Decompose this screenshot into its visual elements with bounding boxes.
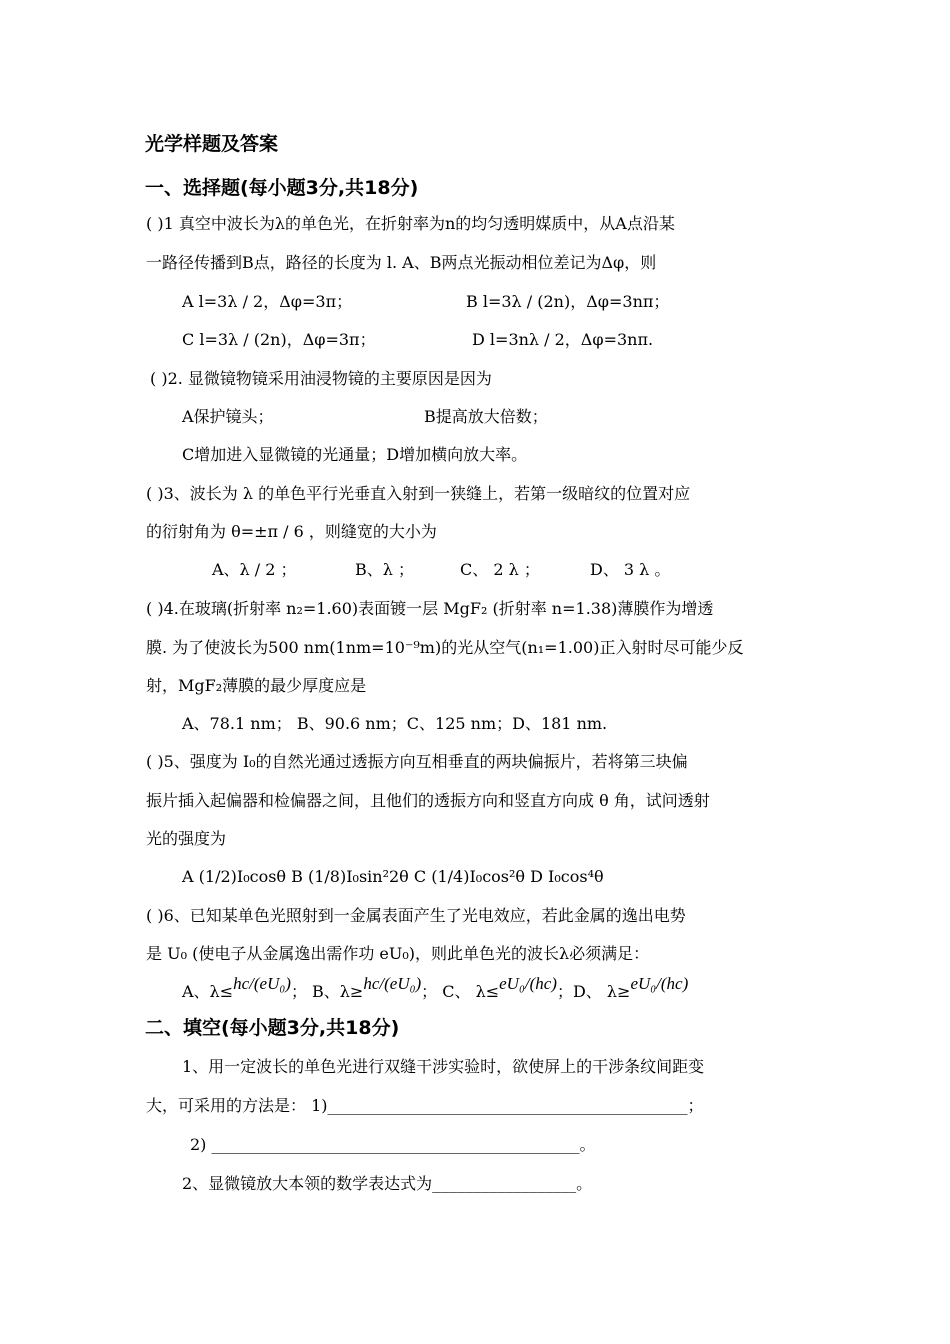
document-title: 光学样题及答案	[145, 133, 279, 155]
f1-line3: 2) ______________________________________________。	[190, 1135, 596, 1154]
q1-option-c: C l=3λ / (2n)，Δφ=3π；	[182, 330, 376, 349]
q5-options: A (1/2)I₀cosθ B (1/8)I₀sin²2θ C (1/4)I₀cos²θ D I₀cos⁴θ	[182, 867, 604, 886]
section-heading-choice: 一、选择题(每小题3分,共18分)	[145, 177, 419, 199]
q1-option-b: B l=3λ / (2n)，Δφ=3nπ；	[466, 292, 670, 311]
q6-option-b-expr: hc/(eU₀)	[363, 974, 422, 993]
q1-option-d: D l=3nλ / 2，Δφ=3nπ.	[472, 330, 654, 349]
q2-option-a: A保护镜头；	[182, 407, 274, 426]
q6-line1: ( )6、已知某单色光照射到一金属表面产生了光电效应，若此金属的逸出电势	[146, 906, 686, 925]
q3-option-b: B、λ ；	[355, 560, 414, 579]
q3-option-a: A、λ / 2 ；	[212, 560, 297, 579]
q4-line2: 膜. 为了使波长为500 nm(1nm=10⁻⁹m)的光从空气(n₁=1.00)正入射时尽可能少反	[146, 638, 744, 657]
q6-option-d-label: ；D、 λ≥	[556, 982, 631, 1001]
q6-option-c-label: ； C、 λ≤	[421, 982, 500, 1001]
q5-line3: 光的强度为	[146, 829, 227, 848]
q6-option-b-label: ； B、λ≥	[290, 982, 364, 1001]
q2-option-b: B提高放大倍数；	[424, 407, 548, 426]
q4-line1: ( )4.在玻璃(折射率 n₂=1.60)表面镀一层 MgF₂ (折射率 n=1.38)薄膜作为增透	[146, 599, 714, 618]
section-heading-fill: 二、填空(每小题3分,共18分)	[145, 1017, 400, 1039]
q3-line1: ( )3、波长为 λ 的单色平行光垂直入射到一狭缝上，若第一级暗纹的位置对应	[146, 484, 691, 503]
q4-line3: 射，MgF₂薄膜的最少厚度应是	[146, 676, 367, 695]
q6-option-c-expr: eU₀/(hc)	[499, 974, 557, 993]
q4-options: A、78.1 nm； B、90.6 nm；C、125 nm；D、181 nm.	[182, 714, 608, 733]
q1-line2: 一路径传播到B点，路径的长度为 l. A、B两点光振动相位差记为Δφ，则	[146, 253, 657, 272]
f1-line1: 1、用一定波长的单色光进行双缝干涉实验时，欲使屏上的干涉条纹间距变	[182, 1057, 705, 1076]
q2-line1: ( )2. 显微镜物镜采用油浸物镜的主要原因是因为	[150, 369, 492, 388]
q1-line1: ( )1 真空中波长为λ的单色光，在折射率为n的均匀透明媒质中，从A点沿某	[146, 214, 675, 233]
f1-line2: 大，可采用的方法是： 1)_____________________________________________；	[146, 1096, 704, 1115]
q3-option-c: C、 2 λ ；	[460, 560, 540, 579]
q6-option-a-expr: hc/(eU₀)	[233, 974, 291, 993]
q2-option-cd: C增加进入显微镜的光通量；D增加横向放大率。	[182, 445, 528, 464]
q5-line1: ( )5、强度为 I₀的自然光通过透振方向互相垂直的两块偏振片，若将第三块偏	[146, 752, 688, 771]
q6-option-d-expr: eU₀/(hc)	[630, 974, 689, 993]
q6-options	[182, 974, 689, 1004]
f2-line1: 2、显微镜放大本领的数学表达式为__________________。	[182, 1174, 593, 1193]
q1-option-a: A l=3λ / 2，Δφ=3π；	[182, 292, 353, 311]
q3-line2: 的衍射角为 θ=±π / 6 ，则缝宽的大小为	[146, 522, 437, 541]
q5-line2: 振片插入起偏器和检偏器之间，且他们的透振方向和竖直方向成 θ 角，试问透射	[146, 791, 710, 810]
q3-option-d: D、 3 λ 。	[590, 560, 671, 579]
q6-line2: 是 U₀ (使电子从金属逸出需作功 eU₀)，则此单色光的波长λ必须满足：	[146, 944, 650, 963]
q6-option-a-label: A、λ≤	[182, 982, 234, 1001]
